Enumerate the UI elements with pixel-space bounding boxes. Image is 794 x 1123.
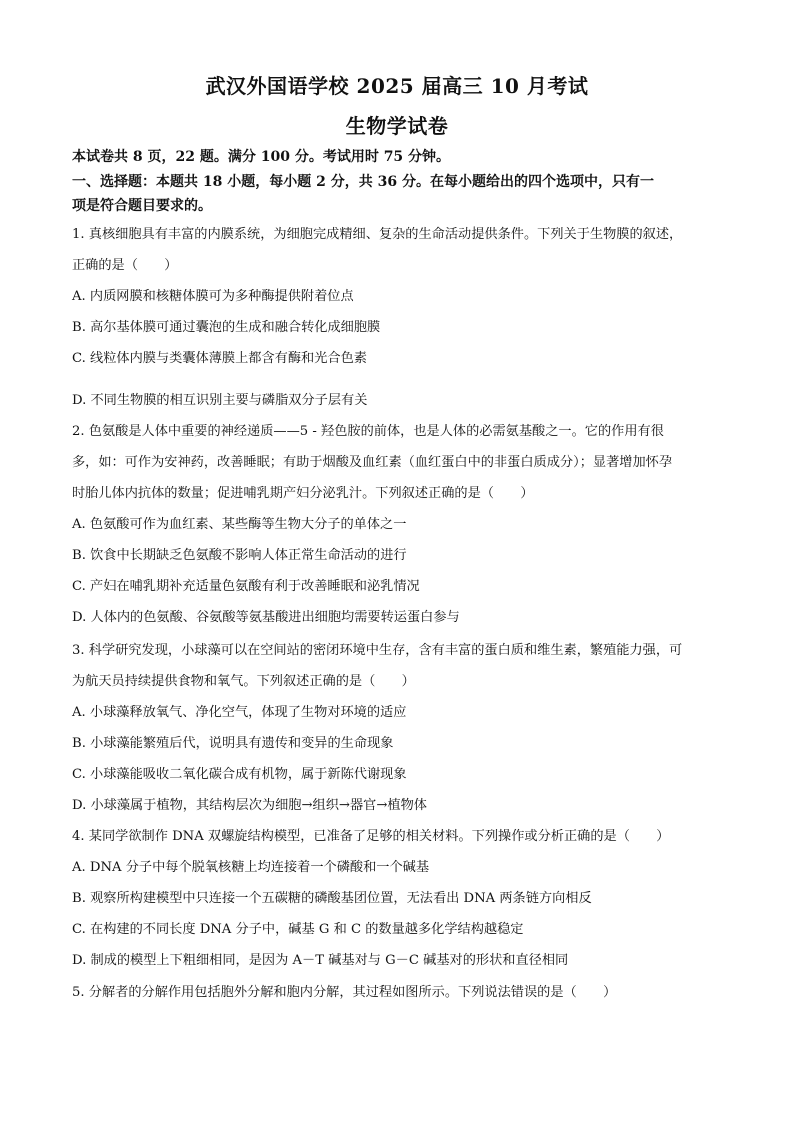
q3-option-a: A. 小球藻释放氧气、净化空气，体现了生物对环境的适应 bbox=[72, 705, 407, 720]
q4-option-b: B. 观察所构建模型中只连接一个五碳糖的磷酸基团位置，无法看出 DNA 两条链方向相反 bbox=[72, 891, 592, 906]
q2-stem-line2: 多，如：可作为安神药，改善睡眠；有助于烟酸及血红素（血红蛋白中的非蛋白质成分）；显著增加怀孕 bbox=[72, 455, 673, 470]
q3-option-c: C. 小球藻能吸收二氧化碳合成有机物，属于新陈代谢现象 bbox=[72, 767, 407, 782]
q4-option-d: D. 制成的模型上下粗细相同，是因为 A－T 碱基对与 G－C 碱基对的形状和直径相同 bbox=[72, 953, 569, 968]
exam-intro: 本试卷共 8 页，22 题。满分 100 分。考试用时 75 分钟。 bbox=[72, 149, 451, 165]
q3-stem-line2: 为航天员持续提供食物和氧气。下列叙述正确的是（ ） bbox=[72, 674, 415, 689]
q1-option-b: B. 高尔基体膜可通过囊泡的生成和融合转化成细胞膜 bbox=[72, 320, 381, 335]
q1-stem-line1: 1. 真核细胞具有丰富的内膜系统，为细胞完成精细、复杂的生命活动提供条件。下列关于生物膜的叙述， bbox=[72, 227, 683, 242]
q2-option-a: A. 色氨酸可作为血红素、某些酶等生物大分子的单体之一 bbox=[72, 517, 407, 532]
q5-stem-line1: 5. 分解者的分解作用包括胞外分解和胞内分解，其过程如图所示。下列说法错误的是（ ） bbox=[72, 985, 617, 1000]
q4-option-a: A. DNA 分子中每个脱氧核糖上均连接着一个磷酸和一个碱基 bbox=[72, 860, 430, 875]
q2-stem-line3: 时胎儿体内抗体的数量；促进哺乳期产妇分泌乳汁。下列叙述正确的是（ ） bbox=[72, 486, 534, 501]
q4-option-c: C. 在构建的不同长度 DNA 分子中，碱基 G 和 C 的数量越多化学结构越稳定 bbox=[72, 922, 524, 937]
q3-stem-line1: 3. 科学研究发现，小球藻可以在空间站的密闭环境中生存，含有丰富的蛋白质和维生素，繁殖能力强，可 bbox=[72, 643, 683, 658]
page-subtitle: 生物学试卷 bbox=[345, 114, 449, 138]
q1-option-c: C. 线粒体内膜与类囊体薄膜上都含有酶和光合色素 bbox=[72, 351, 367, 366]
page-title: 武汉外国语学校 2025 届高三 10 月考试 bbox=[205, 74, 589, 98]
section-heading-line2: 项是符合题目要求的。 bbox=[72, 198, 212, 214]
q1-stem-line2: 正确的是（ ） bbox=[72, 258, 178, 273]
section-heading-line1: 一、选择题：本题共 18 小题，每小题 2 分，共 36 分。在每小题给出的四个选项中，只有一 bbox=[72, 174, 654, 190]
q2-option-b: B. 饮食中长期缺乏色氨酸不影响人体正常生命活动的进行 bbox=[72, 548, 407, 563]
q4-stem-line1: 4. 某同学欲制作 DNA 双螺旋结构模型，已准备了足够的相关材料。下列操作或分析正确的是（ ） bbox=[72, 829, 670, 844]
q3-option-b: B. 小球藻能繁殖后代，说明具有遗传和变异的生命现象 bbox=[72, 736, 394, 751]
q1-option-a: A. 内质网膜和核糖体膜可为多种酶提供附着位点 bbox=[72, 289, 354, 304]
q2-option-d: D. 人体内的色氨酸、谷氨酸等氨基酸进出细胞均需要转运蛋白参与 bbox=[72, 610, 460, 625]
q3-option-d: D. 小球藻属于植物，其结构层次为细胞→组织→器官→植物体 bbox=[72, 798, 427, 813]
q2-stem-line1: 2. 色氨酸是人体中重要的神经递质——5 - 羟色胺的前体，也是人体的必需氨基酸之一。它的作用有很 bbox=[72, 424, 664, 439]
q2-option-c: C. 产妇在哺乳期补充适量色氨酸有利于改善睡眠和泌乳情况 bbox=[72, 579, 420, 594]
q1-option-d: D. 不同生物膜的相互识别主要与磷脂双分子层有关 bbox=[72, 393, 368, 408]
